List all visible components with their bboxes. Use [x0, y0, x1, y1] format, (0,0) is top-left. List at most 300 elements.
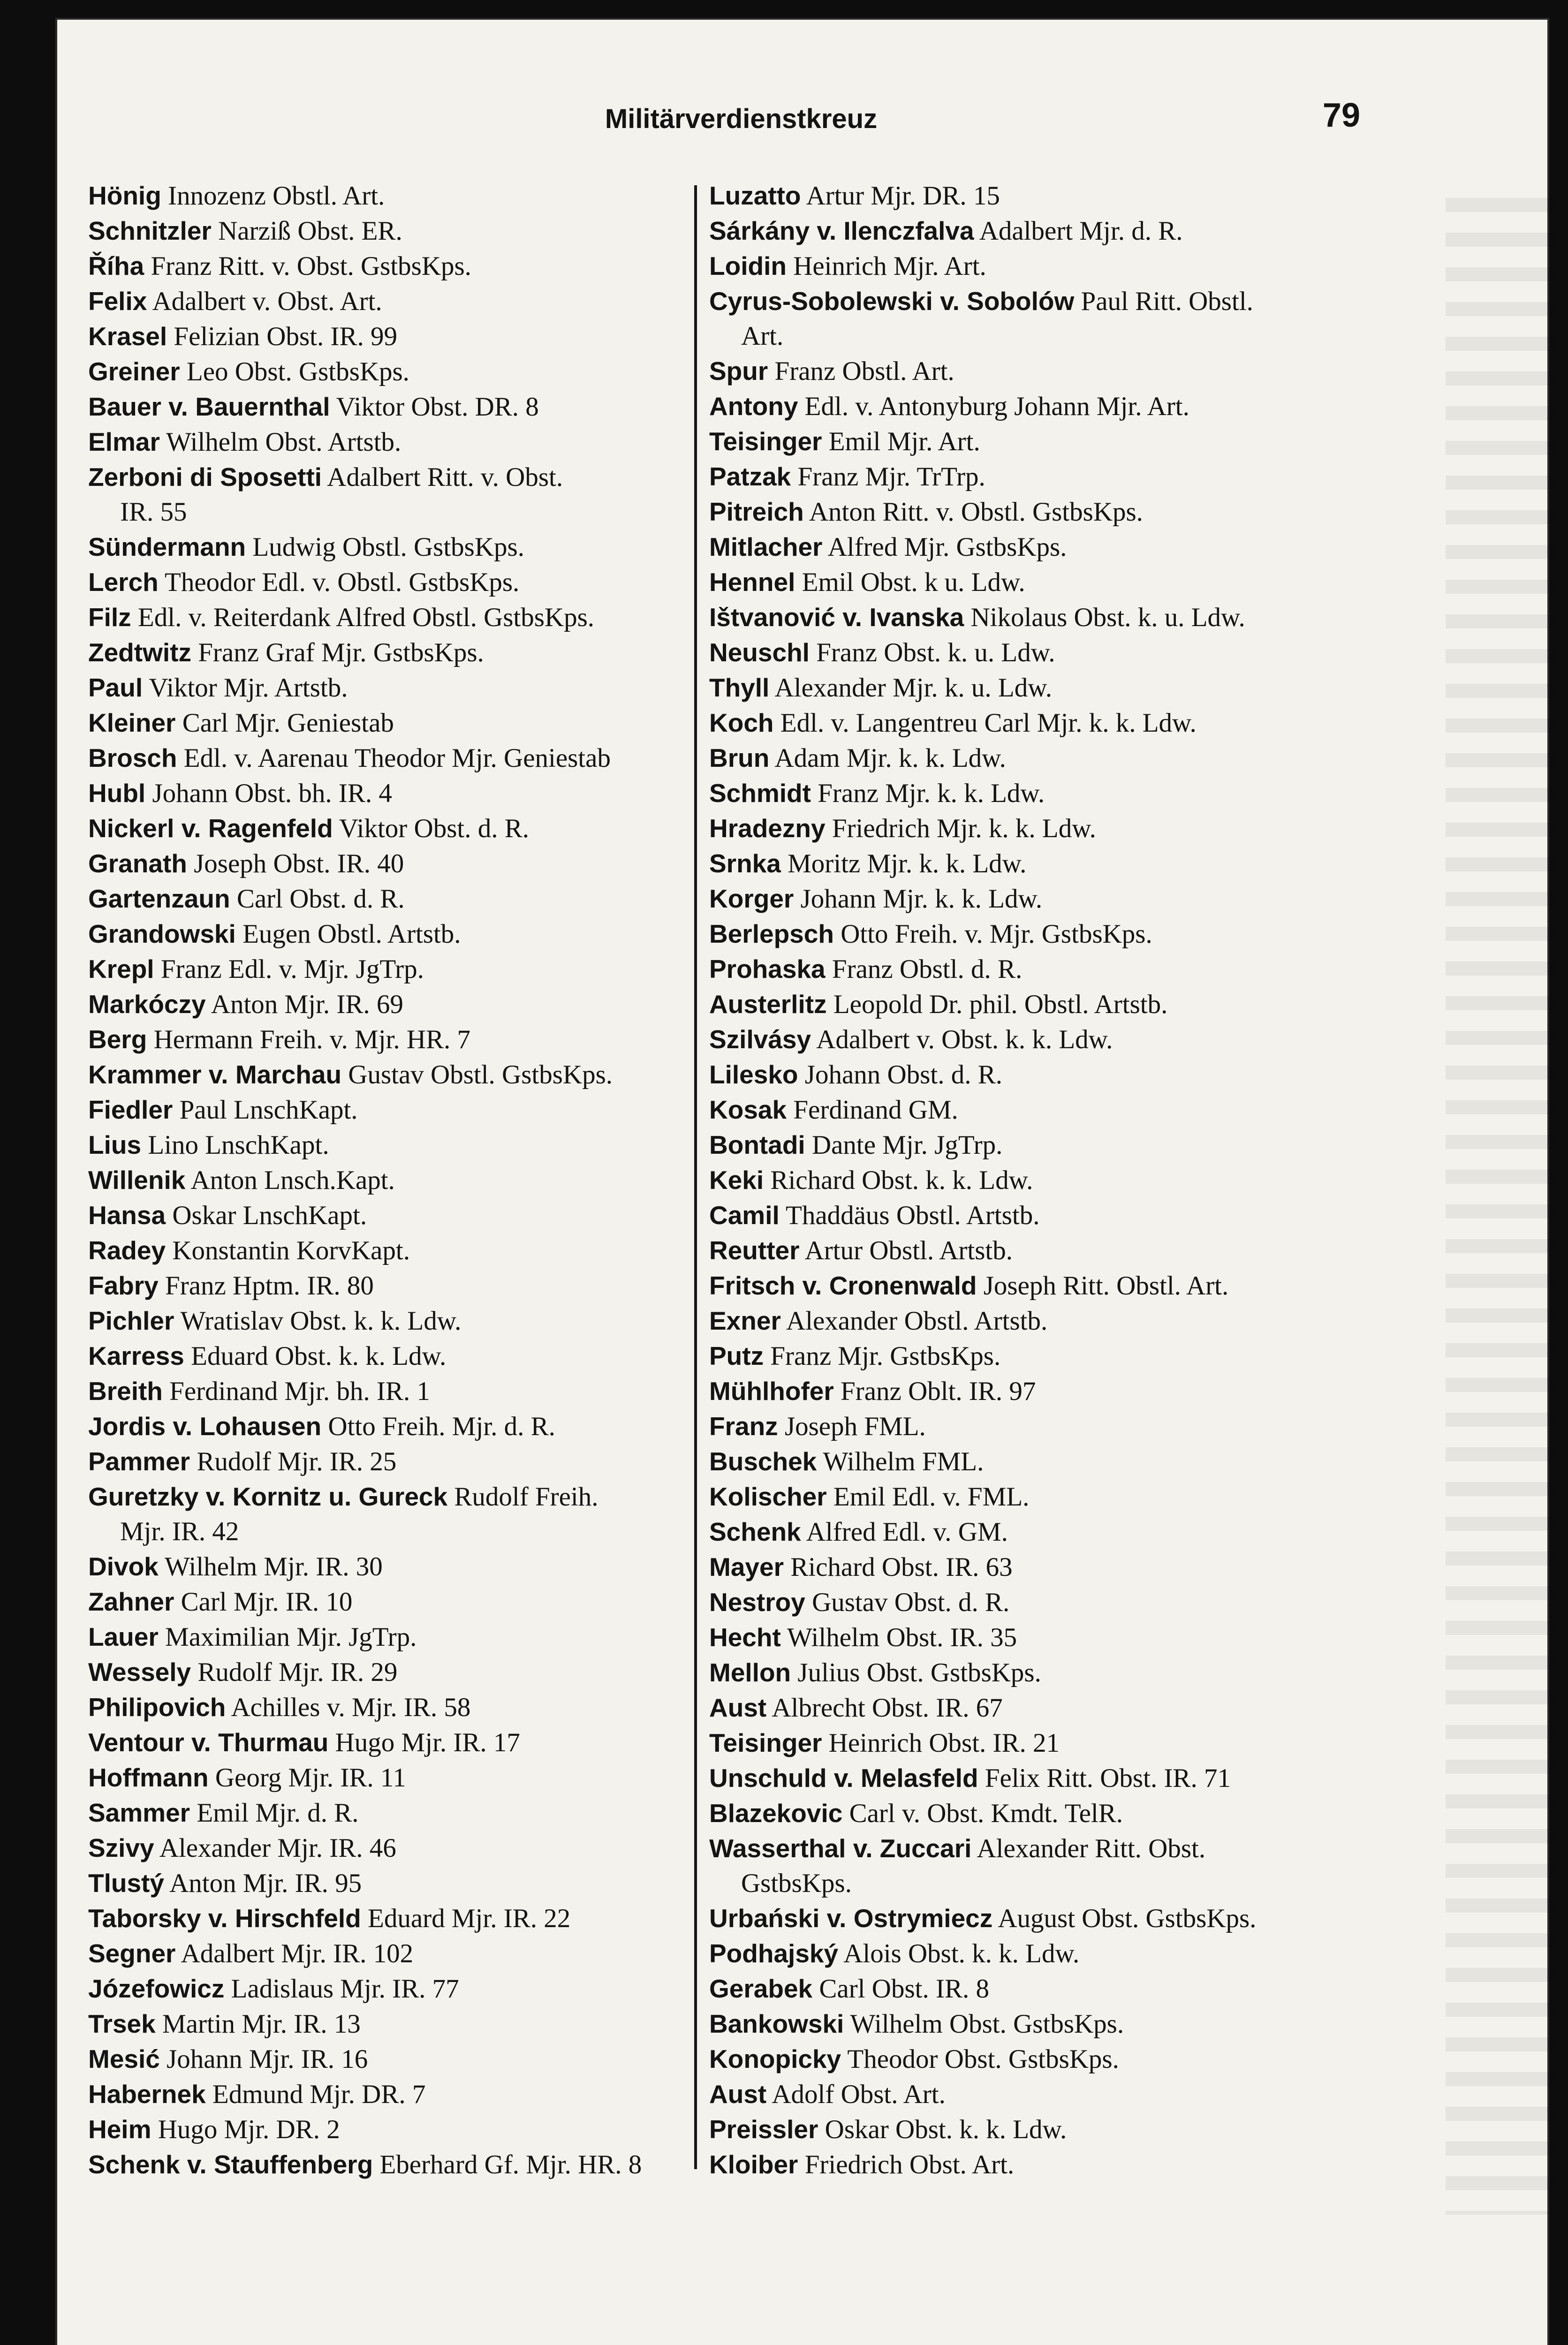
entry-surname: Bauer v. Bauernthal	[88, 392, 330, 421]
entry-details: Otto Freih. v. Mjr. GstbsKps.	[833, 919, 1152, 949]
list-entry	[709, 881, 1394, 916]
entry-details: Anton Lnsch.Kapt.	[185, 1165, 395, 1195]
entry-details: Johann Mjr. k. k. Ldw.	[794, 884, 1043, 914]
entry-details: Franz Obst. k. u. Ldw.	[809, 638, 1055, 667]
entry-surname: Berg	[88, 1025, 147, 1054]
list-entry	[709, 1831, 1394, 1866]
list-entry	[88, 1268, 745, 1303]
list-entry	[709, 1339, 1394, 1374]
entry-surname: Willenik	[88, 1165, 186, 1195]
entry-details: Leo Obst. GstbsKps.	[180, 357, 409, 386]
entry-surname: Paul	[88, 673, 143, 702]
entry-details: Franz Obstl. d. R.	[825, 954, 1023, 984]
entry-surname: Kleiner	[88, 708, 176, 737]
entry-details: Emil Edl. v. FML.	[826, 1482, 1030, 1512]
entry-details: Theodor Edl. v. Obstl. GstbsKps.	[158, 567, 520, 597]
list-entry	[709, 1901, 1394, 1936]
list-entry	[709, 1585, 1394, 1620]
entry-surname: Pammer	[88, 1447, 190, 1476]
list-entry	[709, 1409, 1394, 1444]
entry-surname: Reutter	[709, 1236, 800, 1265]
list-entry	[88, 354, 745, 389]
entry-surname: Wessely	[88, 1657, 191, 1687]
entry-details: Adam Mjr. k. k. Ldw.	[769, 743, 1006, 773]
list-entry	[88, 1584, 745, 1619]
entry-details: Martin Mjr. IR. 13	[155, 2009, 361, 2039]
list-entry	[709, 1444, 1394, 1479]
entry-surname: Krepl	[88, 954, 154, 983]
list-entry	[709, 1761, 1394, 1796]
entry-details: Franz Graf Mjr. GstbsKps.	[191, 638, 484, 667]
list-entry	[709, 952, 1394, 987]
entry-details: Gustav Obst. d. R.	[805, 1588, 1010, 1617]
list-entry	[88, 1163, 745, 1198]
entry-details: Eduard Mjr. IR. 22	[361, 1904, 571, 1933]
entry-surname: Podhajský	[709, 1939, 839, 1968]
entry-details: Franz Mjr. TrTrp.	[791, 462, 985, 492]
list-entry	[709, 494, 1394, 530]
list-entry	[88, 1795, 745, 1831]
entry-details: Anton Mjr. IR. 95	[164, 1868, 362, 1898]
list-entry	[88, 987, 745, 1022]
entry-continuation: GstbsKps.	[741, 1868, 852, 1898]
entry-details: Innozenz Obstl. Art.	[161, 181, 385, 211]
list-entry	[88, 635, 745, 670]
entry-details: Dante Mjr. JgTrp.	[805, 1130, 1003, 1160]
entry-surname: Schnitzler	[88, 216, 212, 245]
list-entry	[709, 846, 1394, 881]
entry-details: Wilhelm Obst. IR. 35	[780, 1623, 1017, 1652]
entry-surname: Pitreich	[709, 497, 804, 526]
entry-details: Adolf Obst. Art.	[766, 2080, 946, 2109]
entry-details: Carl Mjr. IR. 10	[174, 1587, 353, 1617]
entry-surname: Heim	[88, 2115, 151, 2144]
entry-surname: Hecht	[709, 1623, 781, 1652]
entry-details: Viktor Obst. DR. 8	[330, 392, 539, 422]
entry-details: Joseph Obst. IR. 40	[187, 849, 404, 878]
list-entry	[709, 635, 1394, 670]
entry-details: Anton Mjr. IR. 69	[205, 990, 403, 1019]
list-entry	[709, 1057, 1394, 1092]
entry-surname: Aust	[709, 1693, 767, 1722]
entry-surname: Hubl	[88, 779, 146, 808]
list-entry	[88, 705, 745, 741]
entry-details: Wilhelm Obst. GstbsKps.	[844, 2009, 1124, 2039]
list-entry	[709, 1936, 1394, 1971]
entry-surname: Szilvásy	[709, 1025, 811, 1054]
entry-surname: Mayer	[709, 1552, 784, 1581]
entry-details: Franz Oblt. IR. 97	[833, 1377, 1036, 1406]
entry-surname: Cyrus-Sobolewski v. Sobolów	[709, 287, 1075, 316]
column-divider	[694, 185, 697, 2169]
list-entry	[709, 459, 1394, 494]
list-entry	[88, 1409, 745, 1444]
list-entry	[709, 2147, 1394, 2182]
list-entry	[709, 2112, 1394, 2147]
entry-surname: Granath	[88, 849, 187, 878]
entry-details: Ferdinand GM.	[787, 1095, 958, 1125]
list-entry	[88, 2006, 745, 2042]
entry-details: Carl Obst. d. R.	[230, 884, 405, 914]
entry-surname: Prohaska	[709, 954, 826, 983]
list-entry	[709, 776, 1394, 811]
entry-details: Franz Mjr. GstbsKps.	[764, 1341, 1001, 1371]
entry-surname: Keki	[709, 1165, 764, 1195]
entry-details: Maximilian Mjr. JgTrp.	[158, 1622, 417, 1652]
entry-details: Friedrich Obst. Art.	[798, 2150, 1015, 2179]
list-entry	[709, 178, 1394, 213]
list-entry	[88, 1725, 745, 1760]
list-entry	[709, 705, 1394, 741]
list-entry	[88, 284, 745, 319]
entry-surname: Bontadi	[709, 1130, 805, 1159]
list-entry	[88, 1690, 745, 1725]
entry-surname: Grandowski	[88, 919, 236, 948]
list-entry	[88, 389, 745, 424]
list-entry	[709, 1550, 1394, 1585]
entry-surname: Kosak	[709, 1095, 787, 1124]
entry-surname: Filz	[88, 603, 131, 632]
list-entry	[88, 1866, 745, 1901]
entry-continuation: Art.	[741, 321, 784, 351]
entry-surname: Teisinger	[709, 427, 822, 456]
list-entry	[88, 319, 745, 354]
list-entry	[709, 987, 1394, 1022]
list-entry	[88, 178, 745, 213]
entry-surname: Hradezny	[709, 814, 826, 843]
entry-surname: Konopicky	[709, 2044, 841, 2073]
entry-surname: Taborsky v. Hirschfeld	[88, 1904, 361, 1933]
list-entry	[88, 776, 745, 811]
entry-surname: Antony	[709, 392, 798, 421]
list-entry	[88, 811, 745, 846]
entry-surname: Schenk	[709, 1517, 801, 1546]
entry-details: Paul Ritt. Obstl.	[1074, 287, 1253, 316]
entry-surname: Spur	[709, 356, 768, 386]
entry-details: Adalbert Mjr. IR. 102	[175, 1939, 414, 1968]
entry-surname: Zerboni di Sposetti	[88, 462, 322, 492]
list-entry	[88, 1127, 745, 1163]
entry-surname: Ištvanović v. Ivanska	[709, 603, 964, 632]
list-entry	[88, 530, 745, 565]
list-entry	[709, 1725, 1394, 1761]
entry-surname: Lauer	[88, 1622, 159, 1651]
list-entry	[88, 249, 745, 284]
entry-surname: Józefowicz	[88, 1974, 225, 2003]
list-entry	[709, 1092, 1394, 1127]
entry-details: Eberhard Gf. Mjr. HR. 8	[373, 2150, 642, 2179]
list-entry	[709, 1796, 1394, 1831]
list-entry	[88, 1057, 745, 1092]
entry-surname: Brun	[709, 743, 770, 772]
entry-details: Felix Ritt. Obst. IR. 71	[978, 1763, 1231, 1793]
entry-surname: Berlepsch	[709, 919, 834, 948]
list-entry	[88, 213, 745, 249]
entry-details: Rudolf Mjr. IR. 29	[191, 1657, 398, 1687]
entry-surname: Segner	[88, 1939, 176, 1968]
list-entry	[709, 1233, 1394, 1268]
entry-surname: Camil	[709, 1201, 780, 1230]
entry-surname: Aust	[709, 2080, 767, 2109]
list-entry	[88, 2042, 745, 2077]
entry-details: Nikolaus Obst. k. u. Ldw.	[964, 603, 1245, 632]
entry-surname: Markóczy	[88, 990, 206, 1019]
entry-surname: Nickerl v. Ragenfeld	[88, 814, 333, 843]
entry-surname: Jordis v. Lohausen	[88, 1412, 322, 1441]
entry-details: Alexander Ritt. Obst.	[971, 1834, 1206, 1863]
entry-details: Ladislaus Mjr. IR. 77	[224, 1974, 459, 2004]
entry-surname: Putz	[709, 1341, 764, 1370]
list-entry	[709, 741, 1394, 776]
list-entry	[88, 1198, 745, 1233]
list-entry	[709, 1690, 1394, 1725]
entry-surname: Krammer v. Marchau	[88, 1060, 342, 1089]
entry-details: Alexander Mjr. k. u. Ldw.	[769, 673, 1052, 703]
list-entry	[709, 1022, 1394, 1057]
entry-surname: Unschuld v. Melasfeld	[709, 1763, 978, 1793]
entry-details: Franz Edl. v. Mjr. JgTrp.	[154, 954, 424, 984]
entry-details: Edl. v. Reiterdank Alfred Obstl. GstbsKps.	[131, 603, 595, 632]
entry-details: Ludwig Obstl. GstbsKps.	[246, 532, 524, 562]
list-entry	[709, 916, 1394, 952]
entry-details: Carl Obst. IR. 8	[812, 1974, 989, 2004]
entry-surname: Lerch	[88, 567, 159, 597]
entry-surname: Kolischer	[709, 1482, 827, 1511]
list-entry	[709, 284, 1394, 319]
list-entry	[709, 811, 1394, 846]
entry-details: Rudolf Mjr. IR. 25	[190, 1447, 397, 1476]
entry-surname: Radey	[88, 1236, 166, 1265]
list-entry	[88, 1655, 745, 1690]
list-entry	[709, 1303, 1394, 1339]
entry-surname: Austerlitz	[709, 990, 827, 1019]
entry-surname: Karress	[88, 1341, 184, 1370]
entry-details: Rudolf Freih.	[447, 1482, 598, 1512]
entry-details: Oskar LnschKapt.	[166, 1201, 367, 1230]
list-entry	[709, 1268, 1394, 1303]
entry-surname: Patzak	[709, 462, 791, 491]
entry-surname: Fiedler	[88, 1095, 173, 1124]
left-column	[88, 178, 745, 2182]
entry-surname: Sündermann	[88, 532, 246, 561]
entry-details: Wilhelm Mjr. IR. 30	[158, 1552, 383, 1581]
entry-details: Franz Obstl. Art.	[768, 356, 954, 386]
list-entry	[709, 354, 1394, 389]
entry-continuation: Mjr. IR. 42	[120, 1517, 239, 1546]
list-entry	[88, 1339, 745, 1374]
list-entry	[709, 1374, 1394, 1409]
list-entry	[88, 565, 745, 600]
entry-details: Thaddäus Obstl. Artstb.	[779, 1201, 1040, 1230]
entry-surname: Kloiber	[709, 2150, 798, 2179]
entry-details: Paul LnschKapt.	[173, 1095, 358, 1125]
entry-details: Alfred Mjr. GstbsKps.	[822, 532, 1067, 562]
entry-surname: Hennel	[709, 567, 795, 597]
entry-details: Adalbert v. Obst. k. k. Ldw.	[811, 1025, 1113, 1054]
entry-details: Eugen Obstl. Artstb.	[235, 919, 461, 949]
entry-details: Wilhelm Obst. Artstb.	[159, 427, 401, 457]
list-entry	[709, 530, 1394, 565]
entry-details: Adalbert v. Obst. Art.	[147, 287, 382, 316]
entry-surname: Hansa	[88, 1201, 166, 1230]
entry-surname: Fritsch v. Cronenwald	[709, 1271, 977, 1300]
entry-details: Oskar Obst. k. k. Ldw.	[818, 2115, 1067, 2144]
entry-surname: Habernek	[88, 2080, 206, 2109]
list-entry	[88, 2112, 745, 2147]
entry-details: Johann Obst. d. R.	[798, 1060, 1002, 1089]
entry-surname: Blazekovic	[709, 1799, 843, 1828]
entry-details: Emil Mjr. d. R.	[190, 1798, 359, 1828]
entry-details: Anton Ritt. v. Obstl. GstbsKps.	[803, 497, 1143, 527]
list-entry	[709, 249, 1394, 284]
entry-surname: Guretzky v. Kornitz u. Gureck	[88, 1482, 448, 1511]
list-entry	[88, 1303, 745, 1339]
list-entry	[709, 1514, 1394, 1550]
entry-details: Adalbert Ritt. v. Obst.	[322, 462, 563, 492]
entry-surname: Felix	[88, 287, 147, 316]
entry-details: Konstantin KorvKapt.	[166, 1236, 410, 1265]
entry-details: Johann Mjr. IR. 16	[159, 2044, 368, 2074]
list-entry	[88, 1444, 745, 1479]
entry-details: Richard Obst. IR. 63	[783, 1552, 1013, 1582]
entry-surname: Korger	[709, 884, 794, 913]
entry-surname: Krasel	[88, 322, 167, 351]
entry-surname: Mitlacher	[709, 532, 823, 561]
list-entry	[88, 952, 745, 987]
entry-surname: Elmar	[88, 427, 160, 456]
entry-details: Julius Obst. GstbsKps.	[791, 1658, 1041, 1687]
entry-details: Moritz Mjr. k. k. Ldw.	[780, 849, 1027, 878]
entry-surname: Lius	[88, 1130, 142, 1159]
entry-details: Otto Freih. Mjr. d. R.	[321, 1412, 555, 1441]
entry-details: Achilles v. Mjr. IR. 58	[226, 1693, 471, 1722]
entry-details: Eduard Obst. k. k. Ldw.	[184, 1341, 447, 1371]
entry-details: Alfred Edl. v. GM.	[801, 1517, 1008, 1547]
entry-surname: Hoffmann	[88, 1763, 209, 1792]
entry-details: Narziß Obst. ER.	[211, 216, 402, 246]
entry-surname: Divok	[88, 1552, 159, 1581]
list-entry	[709, 2042, 1394, 2077]
entry-details: Johann Obst. bh. IR. 4	[145, 779, 392, 808]
list-entry	[88, 846, 745, 881]
entry-surname: Gartenzaun	[88, 884, 230, 913]
entry-surname: Urbański v. Ostrymiecz	[709, 1904, 993, 1933]
entry-details: Carl v. Obst. Kmdt. TelR.	[842, 1799, 1123, 1828]
entry-details: Alexander Obstl. Artstb.	[780, 1306, 1048, 1336]
entry-surname: Hönig	[88, 181, 161, 210]
list-entry	[88, 916, 745, 952]
entry-surname: Thyll	[709, 673, 770, 702]
entry-details: Joseph FML.	[778, 1412, 926, 1441]
entry-details: Heinrich Obst. IR. 21	[822, 1728, 1060, 1758]
entry-surname: Gerabek	[709, 1974, 813, 2003]
entry-surname: Buschek	[709, 1447, 817, 1476]
entry-details: Georg Mjr. IR. 11	[208, 1763, 406, 1793]
list-entry	[88, 1549, 745, 1584]
entry-surname: Zedtwitz	[88, 638, 191, 667]
entry-details: Hugo Mjr. DR. 2	[151, 2115, 340, 2144]
list-entry	[88, 1233, 745, 1268]
entry-surname: Fabry	[88, 1271, 159, 1300]
entry-details: Felizian Obst. IR. 99	[167, 322, 397, 351]
entry-surname: Schenk v. Stauffenberg	[88, 2150, 373, 2179]
list-entry	[88, 1092, 745, 1127]
entry-surname: Pichler	[88, 1306, 174, 1335]
list-entry	[709, 1620, 1394, 1655]
bleed-through-text	[1446, 198, 1553, 2215]
entry-details: Gustav Obstl. GstbsKps.	[341, 1060, 613, 1089]
entry-surname: Mühlhofer	[709, 1377, 834, 1406]
list-entry	[709, 2006, 1394, 2042]
list-entry	[709, 1479, 1394, 1514]
entry-details: Albrecht Obst. IR. 67	[766, 1693, 1003, 1723]
entry-details: Franz Mjr. k. k. Ldw.	[811, 779, 1045, 808]
entry-details: Edl. v. Aarenau Theodor Mjr. Geniestab	[177, 743, 611, 773]
entry-surname: Trsek	[88, 2009, 156, 2038]
list-entry	[88, 1831, 745, 1866]
entry-surname: Breith	[88, 1377, 163, 1406]
entry-surname: Lilesko	[709, 1060, 798, 1089]
entry-details: Hugo Mjr. IR. 17	[328, 1728, 520, 1757]
entry-details: Alexander Mjr. IR. 46	[154, 1833, 396, 1863]
list-entry	[88, 2077, 745, 2112]
entry-details: Edl. v. Antonyburg Johann Mjr. Art.	[798, 392, 1189, 421]
entry-surname: Sammer	[88, 1798, 190, 1827]
entry-surname: Sárkány v. Ilenczfalva	[709, 216, 974, 245]
right-column	[709, 178, 1394, 2182]
page-number: 79	[1322, 97, 1360, 134]
list-entry	[709, 1198, 1394, 1233]
entry-details: Edl. v. Langentreu Carl Mjr. k. k. Ldw.	[773, 708, 1197, 738]
entry-surname: Srnka	[709, 849, 781, 878]
list-entry	[88, 600, 745, 635]
entry-surname: Brosch	[88, 743, 177, 772]
entry-continuation: IR. 55	[120, 497, 187, 527]
entry-details: August Obst. GstbsKps.	[992, 1904, 1257, 1933]
list-entry	[88, 1971, 745, 2006]
entry-surname: Říha	[88, 251, 144, 280]
list-entry	[88, 881, 745, 916]
entry-surname: Schmidt	[709, 779, 811, 808]
entry-surname: Mesić	[88, 2044, 160, 2073]
entry-surname: Philipovich	[88, 1693, 226, 1722]
entry-details: Ferdinand Mjr. bh. IR. 1	[162, 1377, 430, 1406]
entry-details: Lino LnschKapt.	[141, 1130, 329, 1160]
entry-surname: Exner	[709, 1306, 781, 1335]
entry-surname: Teisinger	[709, 1728, 822, 1757]
list-entry	[709, 1971, 1394, 2006]
entry-surname: Luzatto	[709, 181, 801, 210]
list-entry	[88, 1760, 745, 1795]
list-entry	[88, 670, 745, 705]
list-entry	[709, 1655, 1394, 1690]
entry-details: Viktor Obst. d. R.	[333, 814, 529, 843]
entry-surname: Bankowski	[709, 2009, 844, 2038]
entry-details: Franz Hptm. IR. 80	[158, 1271, 374, 1301]
list-entry	[88, 424, 745, 460]
list-entry	[88, 1022, 745, 1057]
list-entry	[709, 213, 1394, 249]
entry-details: Friedrich Mjr. k. k. Ldw.	[825, 814, 1096, 843]
list-entry	[709, 1127, 1394, 1163]
entry-details: Alois Obst. k. k. Ldw.	[838, 1939, 1080, 1968]
list-entry	[709, 670, 1394, 705]
entry-surname: Greiner	[88, 357, 180, 386]
entry-details: Theodor Obst. GstbsKps.	[841, 2044, 1119, 2074]
list-entry	[88, 2147, 745, 2182]
entry-surname: Loidin	[709, 251, 787, 280]
entry-surname: Neuschl	[709, 638, 810, 667]
